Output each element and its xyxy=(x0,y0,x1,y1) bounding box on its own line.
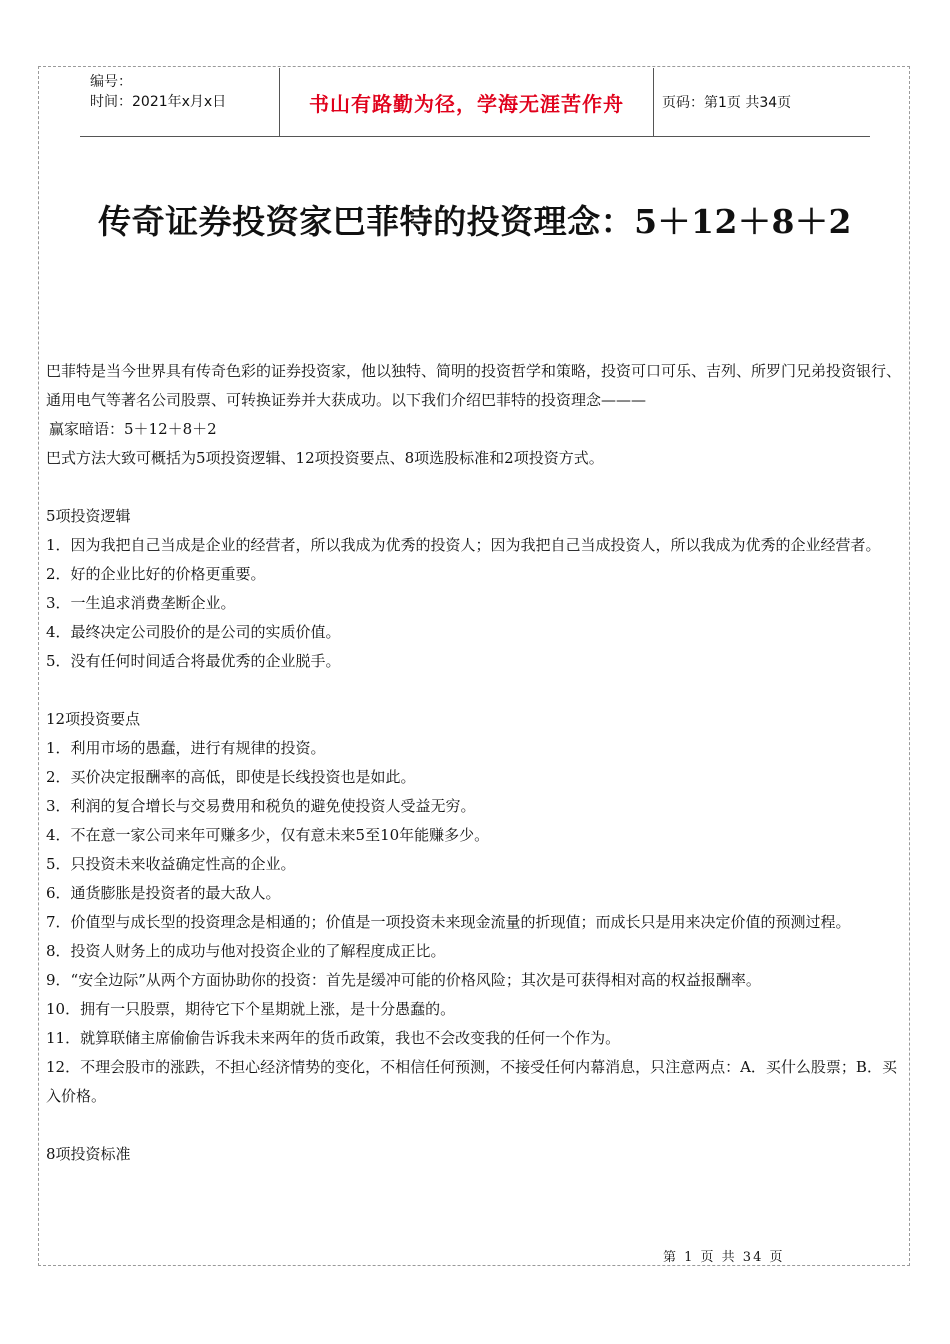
list-item: 1．因为我把自己当成是企业的经营者，所以我成为优秀的投资人；因为我把自己当成投资人，所以我成为优秀的企业经营者。 xyxy=(46,536,881,554)
list-item: 5．没有任何时间适合将最优秀的企业脱手。 xyxy=(46,652,341,670)
intro-paragraph: 巴菲特是当今世界具有传奇色彩的证券投资家，他以独特、简明的投资哲学和策略，投资可口可乐、吉列、所罗门兄弟投资银行、通用电气等著名公司股票、可转换证券并大获成功。以下我们介绍巴菲特的投资理念——— xyxy=(46,362,902,409)
document-body xyxy=(46,357,906,1169)
section-heading-points: 12项投资要点 xyxy=(46,710,141,728)
intro-summary: 巴式方法大致可概括为5项投资逻辑、12项投资要点、8项选股标准和2项投资方式。 xyxy=(46,449,604,467)
list-item: 3．利润的复合增长与交易费用和税负的避免使投资人受益无穷。 xyxy=(46,797,476,815)
document-title: 传奇证券投资家巴菲特的投资理念：5＋12＋8＋2 xyxy=(98,202,852,241)
page-footer: 第 1 页 共 34 页 xyxy=(663,1250,785,1265)
section-heading-logic: 5项投资逻辑 xyxy=(46,507,131,525)
spacer xyxy=(46,1111,906,1140)
list-item: 9．“安全边际”从两个方面协助你的投资：首先是缓冲可能的价格风险；其次是可获得相对高的权益报酬率。 xyxy=(46,971,761,989)
list-item: 4．不在意一家公司来年可赚多少，仅有意未来5至10年能赚多少。 xyxy=(46,826,490,844)
list-item: 6．通货膨胀是投资者的最大敌人。 xyxy=(46,884,281,902)
list-item: 12．不理会股市的涨跌，不担心经济情势的变化，不相信任何预测，不接受任何内幕消息，只注意两点：A．买什么股票；B．买入价格。 xyxy=(46,1058,897,1105)
list-item: 3．一生追求消费垄断企业。 xyxy=(46,594,236,612)
list-item: 2．买价决定报酬率的高低，即使是长线投资也是如此。 xyxy=(46,768,416,786)
document-header xyxy=(80,68,870,137)
list-item: 2．好的企业比好的价格更重要。 xyxy=(46,565,266,583)
section-heading-standards: 8项投资标准 xyxy=(46,1145,131,1163)
list-item: 8．投资人财务上的成功与他对投资企业的了解程度成正比。 xyxy=(46,942,446,960)
spacer xyxy=(46,473,906,502)
number-label: 编号： xyxy=(90,74,132,90)
spacer xyxy=(46,676,906,705)
header-motto-cell xyxy=(280,68,654,136)
motto-text: 书山有路勤为径，学海无涯苦作舟 xyxy=(309,91,624,116)
list-item: 7．价值型与成长型的投资理念是相通的；价值是一项投资未来现金流量的折现值；而成长只是用来决定价值的预测过程。 xyxy=(46,913,851,931)
page-info-text: 页码：第1页 共34页 xyxy=(662,95,792,111)
header-page-info xyxy=(654,68,870,136)
time-label: 时间：2021年x月x日 xyxy=(90,94,227,110)
header-meta xyxy=(80,68,280,136)
list-item: 10．拥有一只股票，期待它下个星期就上涨，是十分愚蠢的。 xyxy=(46,1000,456,1018)
list-item: 11．就算联储主席偷偷告诉我未来两年的货币政策，我也不会改变我的任何一个作为。 xyxy=(46,1029,621,1047)
list-item: 4．最终决定公司股价的是公司的实质价值。 xyxy=(46,623,341,641)
intro-slogan: 赢家暗语：5＋12＋8＋2 xyxy=(49,420,217,438)
list-item: 1．利用市场的愚蠢，进行有规律的投资。 xyxy=(46,739,326,757)
list-item: 5．只投资未来收益确定性高的企业。 xyxy=(46,855,296,873)
